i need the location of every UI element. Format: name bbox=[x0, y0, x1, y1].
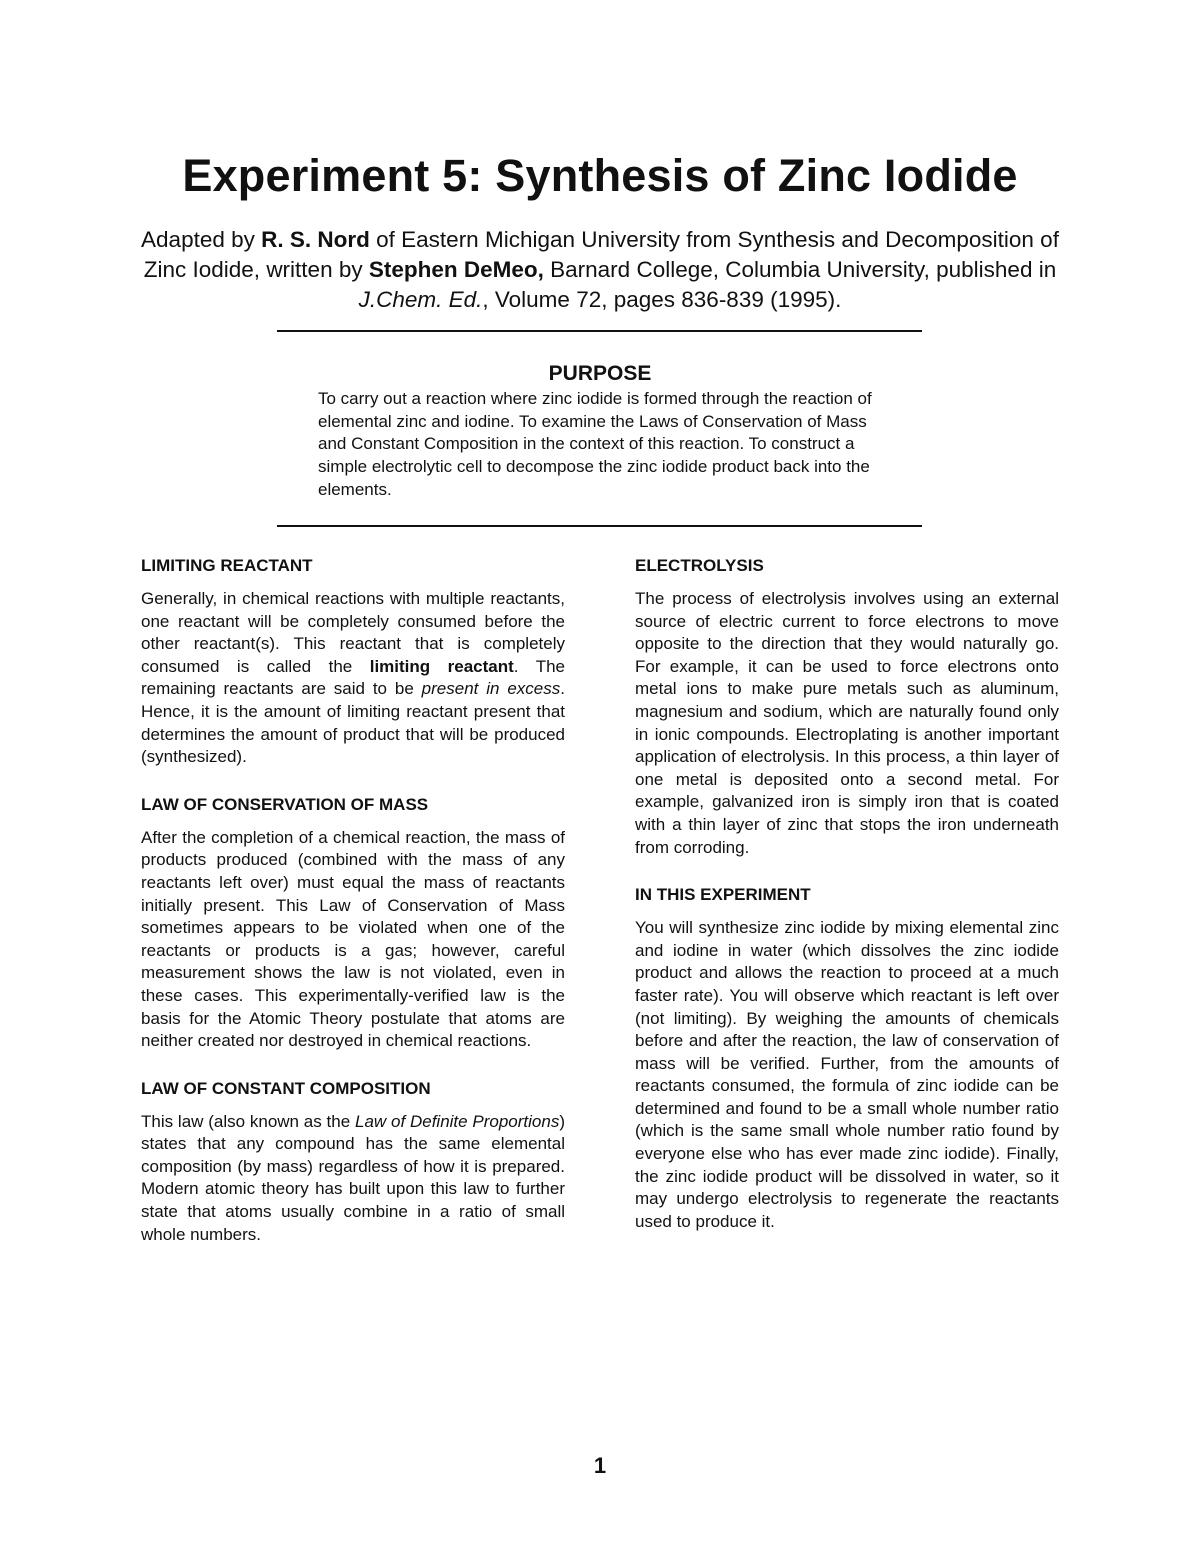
limiting-reactant-body bbox=[141, 588, 565, 769]
right-column bbox=[635, 555, 1059, 1258]
purpose-body: To carry out a reaction where zinc iodide is formed through the reaction of elemental zinc and iodine. To examine the Laws of Conservation of Mass and Constant Composition in the context of this reaction. To construct a simple electrolytic cell to decompose the zinc iodide product back into the elements. bbox=[318, 389, 872, 499]
page-number: 1 bbox=[593, 1453, 607, 1478]
purpose-heading: PURPOSE bbox=[548, 362, 652, 385]
electrolysis-body: The process of electrolysis involves using an external source of electric current to force electrons to move opposite to the direction that they would naturally go. For example, it can be used to force electrons onto metal ions to make pure metals such as aluminum, magnesium and sodium, which are naturally found only in ionic compounds. Electroplating is another important application of electrolysis. In this process, a thin layer of one metal is deposited onto a second metal. For example, galvanized iron is simply iron that is coated with a thin layer of zinc that stops the iron underneath from corroding. bbox=[635, 589, 1059, 857]
body-text: ) states that any compound has the same elemental composition (by mass) regardless of how it is prepared. Modern atomic theory has built upon this law to further state that atoms usually combine in a ratio of small whole numbers. bbox=[141, 1111, 566, 1244]
constant-composition-heading: LAW OF CONSTANT COMPOSITION bbox=[141, 1078, 431, 1098]
author-demeo: Stephen DeMeo, bbox=[368, 257, 544, 282]
journal-name: J.Chem. Ed. bbox=[358, 287, 483, 312]
attribution-text: Barnard College, Columbia University, published in bbox=[543, 257, 1057, 282]
document-title: Experiment 5: Synthesis of Zinc Iodide bbox=[182, 150, 1018, 201]
attribution-text: Adapted by bbox=[141, 227, 262, 252]
purpose-bottom-rule bbox=[277, 525, 922, 527]
attribution bbox=[120, 225, 1080, 315]
electrolysis-heading: ELECTROLYSIS bbox=[635, 556, 764, 575]
left-column bbox=[141, 555, 565, 1271]
body-text: . The remaining reactants are said to be bbox=[141, 656, 565, 699]
limiting-reactant-term: limiting reactant bbox=[369, 656, 514, 676]
definite-proportions-term: Law of Definite Proportions bbox=[355, 1111, 560, 1131]
in-this-experiment-heading: IN THIS EXPERIMENT bbox=[635, 885, 811, 905]
author-nord: R. S. Nord bbox=[261, 227, 370, 252]
in-this-experiment-body: You will synthesize zinc iodide by mixing elemental zinc and iodine in water (which dissolves the zinc iodide product and allows the reaction to proceed at a much faster rate). You will observe which reactant is left over (not limiting). By weighing the amounts of chemicals before and after the reaction, the law of conservation of mass will be verified. Further, from the amounts of reactants consumed, the formula of zinc iodide can be determined and found to be a small whole number ratio (which is the same small whole number ratio found by everyone else who has ever made zinc iodide). Finally, the zinc iodide product will be dissolved in water, so it may undergo electrolysis to regenerate the reactants used to produce it. bbox=[635, 918, 1059, 1231]
attribution-text: , Volume 72, pages 836-839 (1995). bbox=[482, 287, 842, 312]
attribution-text: of Eastern Michigan University from Synthesis and Decomposition of Zinc Iodide, written by bbox=[143, 227, 1059, 282]
conservation-of-mass-body: After the completion of a chemical reaction, the mass of products produced (combined with the mass of any reactants left over) must equal the mass of reactants initially present. This Law of Conservation of Mass sometimes appears to be violated when one of the reactants or products is a gas; however, careful measurement shows the law is not violated, even in these cases. This experimentally-verified law is the basis for the Atomic Theory postulate that atoms are neither created nor destroyed in chemical reactions. bbox=[141, 827, 565, 1051]
limiting-reactant-heading: LIMITING REACTANT bbox=[141, 556, 313, 575]
body-text: This law (also known as the bbox=[141, 1111, 355, 1131]
purpose-top-rule bbox=[277, 330, 922, 332]
body-text: . Hence, it is the amount of limiting reactant present that determines the amount of product that will be produced (synthesized). bbox=[141, 679, 565, 767]
present-in-excess-term: present in excess bbox=[421, 679, 561, 699]
conservation-of-mass-heading: LAW OF CONSERVATION OF MASS bbox=[141, 794, 429, 814]
constant-composition-body bbox=[141, 1111, 565, 1247]
body-text: Generally, in chemical reactions with multiple reactants, one reactant will be completely consumed before the other reactant(s). This reactant that is completely consumed is called the bbox=[141, 589, 565, 676]
